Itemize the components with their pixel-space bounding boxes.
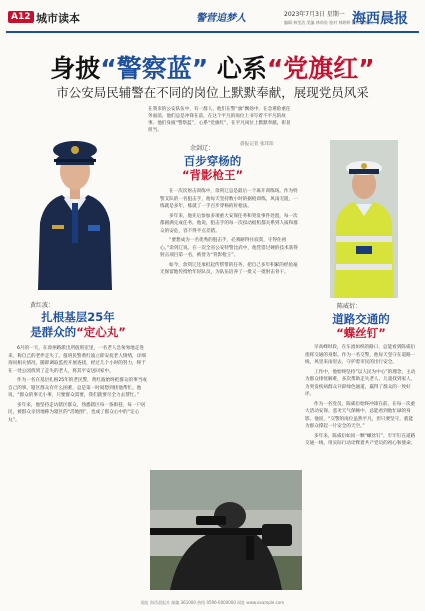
page-header (0, 0, 425, 34)
page-footer: 地址 海西晨报社 邮编 361000 热线 0596-0000000 网址 www.example.com (140, 600, 285, 605)
editor-credits: 编辑 林莹洁 美编 林尚泉 校对 林婷婷 制作 张佩钦 (284, 20, 373, 25)
profile-2-paragraph: 多年来，他先后参加多项重大安保任务和突发事件处置，每一次都圆满完成任务。他说，狙击手的每一次扣动扳机都关系到人质和群众的安危，容不得半点差错。 (160, 213, 298, 234)
profile-1-name: 黄红波： (30, 302, 55, 309)
traffic-officer-photo (330, 140, 398, 298)
profile-3-title-line2 (305, 326, 417, 340)
profile-2-title-line2 (160, 168, 265, 182)
masthead-logo: 海西晨报 (352, 11, 408, 27)
headline-quote-police-blue: “警察蓝” (100, 54, 209, 83)
profile-1-title-line2 (8, 325, 148, 339)
profile-3-title-line1: 道路交通的 (332, 312, 390, 326)
page-headline (0, 49, 425, 85)
profile-2-title-quote: “背影枪王” (181, 168, 244, 182)
sniper-training-photo (150, 470, 302, 590)
headline-part1: 身披 (50, 54, 101, 83)
profile-3-title-quote: “蝶丝钉” (336, 326, 386, 340)
profile-1-paragraph: 6月的一天，在漳州路派出所值班室里，一名老人急匆匆地走进来，称自己的老伴走失了。值班民警黄红波立即安抚老人情绪，详细询问相关情况，随即调取监控开展查找，经过几个小时的努力，终于在一处公园找到了走失的老人，将其平安送回家中。 (8, 346, 146, 374)
section-title: 城市读本 (36, 12, 80, 25)
profile-1-title-quote: “定心丸” (76, 325, 126, 339)
publication-date: 2023年7月3日 星期一 (284, 11, 345, 18)
profile-1-title-line1: 扎根基层25年 (41, 310, 115, 324)
profile-3-name: 陈威衍： (337, 303, 362, 310)
profile-2-paragraph: 如今，余剑辽还承担起传帮带的任务，把自己多年积累的经验毫无保留地传授给年轻队员，为队伍培养了一批又一批射击骨干。 (160, 262, 298, 275)
profile-2-paragraph: “要想成为一名优秀的狙击手，必须耐得住寂寞，守得住初心。”余剑辽说。在一次全省公安特警比武中，他凭借过硬的技术获得射击项目第一名，被誉为“背影枪王”。 (160, 238, 298, 258)
profile-1-paragraph: 作为一名在基层扎根25年的老民警，黄红波始终把群众的事当成自己的事。辖区群众有什么困难，总是第一时间想到找他帮忙。他说，“群众的事无小事，只要群众需要，我们就要尽全力去帮忙。” (8, 378, 147, 398)
column-brand: 警营追梦人 (196, 13, 246, 24)
headline-part2: 心系 (208, 54, 267, 83)
header-rule (6, 31, 419, 33)
profile-1-title-prefix: 是群众的 (30, 325, 77, 339)
profile-1-paragraph: 多年来，他坚持走访辖区群众，熟悉辖区每一条街巷、每一户居民，被群众亲切地称为辖区的“活地图”，也成了群众心中的“定心丸”。 (8, 402, 146, 423)
page-number: A12 (8, 11, 34, 23)
profile-2-title-line1: 百步穿杨的 (183, 154, 242, 168)
page-subhead: 市公安局民辅警在不同的岗位上默默奉献，展现党员风采 (56, 85, 369, 100)
profile-2-body (160, 188, 300, 463)
intro-paragraph: 在我市的公安队伍中，有一群人，他们在警“旗”飘扬中，在急难险重任务面前，他们总是冲锋在前，在这个平凡的岗位上书写着不平凡的故事。他们身披“警察蓝”，心系“党旗红”，在平凡岗位上默默奉献，彰显担当。 (148, 107, 291, 133)
profile-3-paragraph: 多年来，陈威衍如同一颗“螺丝钉”，牢牢钉在道路交通一线，用实际行动诠释着共产党员的初心和使命。 (305, 433, 416, 446)
profile-3-paragraph: 作为一名党员，陈威衍始终冲锋在前，在每一次重大活动安保、恶劣天气保畅中，总能看到他忙碌的身影。他说，“交警的岗位虽然平凡，但只要坚守，就能为群众撑起一片安全的天空。” (305, 401, 416, 429)
headline-quote-party-red: “党旗红” (266, 54, 375, 83)
profile-2-name: 余剑辽： (190, 145, 215, 152)
profile-3-paragraph: 早高峰时段，在车流如织的路口，总能看到陈威衍指挥交通的身影。作为一名交警，他每天坚守在道路一线，风里来雨里去，守护着市民的出行安全。 (305, 345, 416, 365)
profile-3-body (305, 344, 417, 598)
intro-byline: 晨报记者 张玮玮 (240, 142, 274, 147)
profile-3-paragraph: 工作中，他始终坚持“以人民为中心”的理念，主动为群众排忧解难，多次帮助走失老人、儿童找到家人，为突发疾病群众开辟绿色通道，赢得了群众的一致好评。 (305, 369, 416, 397)
officer-portrait-photo (30, 103, 120, 290)
profile-1-body (8, 345, 148, 597)
profile-2-paragraph: 在一次次射击训练中，余剑辽总是最后一个离开训练场。作为特警支队的一名狙击手，他每天坚持数小时的据枪训练，风雨无阻，一练就是多年，练就了一手百步穿杨的好枪法。 (160, 189, 298, 209)
